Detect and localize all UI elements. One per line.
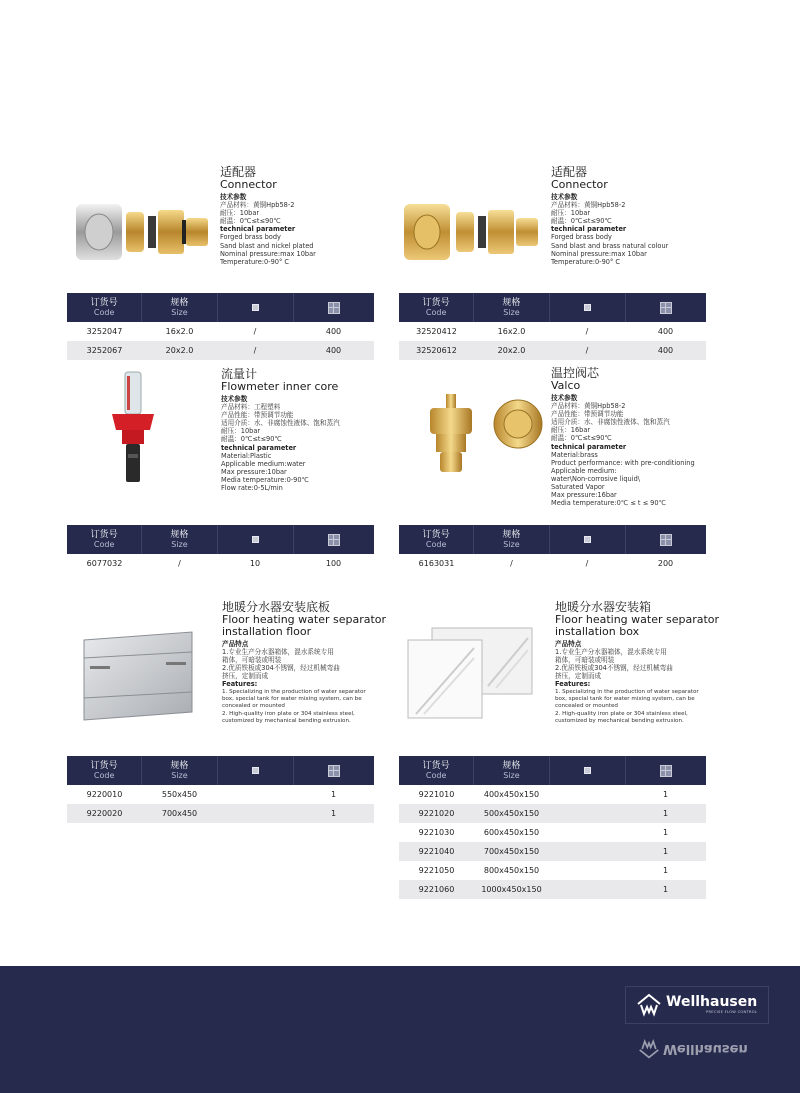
table-row — [67, 554, 374, 573]
table-cell: 6077032 — [86, 559, 123, 568]
table-cell: 9221060 — [418, 885, 455, 894]
table-cell: 1 — [330, 809, 337, 818]
spec-en: Forged brass body Sand blast and brass natural colour Nominal pressure:max 10bar Temperature:0-90° C — [551, 233, 669, 266]
connector-brass-image — [402, 198, 542, 268]
table-cell: 9220020 — [86, 809, 123, 818]
table-cell: / — [585, 327, 589, 336]
installation-floor-image — [80, 628, 196, 724]
spec-table — [399, 525, 706, 573]
col-code-en: Code — [93, 771, 115, 780]
grid-icon — [660, 534, 672, 546]
col-code-cn: 订货号 — [90, 761, 118, 771]
small-square-icon — [252, 767, 259, 774]
small-square-icon — [584, 304, 591, 311]
spec-cn-heading: 技术参数 — [220, 193, 247, 201]
product-title-cn: 适配器 — [551, 165, 588, 179]
col-size-cn: 规格 — [502, 298, 521, 308]
table-cell: 32520412 — [416, 327, 457, 336]
table-cell: 1 — [662, 790, 669, 799]
spec-table — [399, 293, 706, 360]
grid-icon — [328, 302, 340, 314]
spec-en: Forged brass body Sand blast and nickel plated Nominal pressure:max 10bar Temperature:0-90° C — [220, 233, 316, 266]
table-cell — [217, 804, 293, 823]
col-code-cn: 订货号 — [422, 761, 450, 771]
table-header — [399, 525, 706, 554]
table-cell: 3252047 — [86, 327, 123, 336]
table-cell: 16x2.0 — [497, 327, 526, 336]
spec-table — [399, 756, 706, 899]
small-square-icon — [252, 304, 259, 311]
product-title-en: Floor heating water separator installation box — [555, 613, 720, 638]
col-code-en: Code — [425, 771, 447, 780]
small-square-icon — [252, 536, 259, 543]
brand-name: Wellhausen — [666, 994, 758, 1010]
col-size-cn: 规格 — [170, 761, 189, 771]
grid-icon — [660, 302, 672, 314]
table-cell: 1 — [662, 866, 669, 875]
table-cell: / — [585, 559, 589, 568]
col-code-en: Code — [425, 308, 447, 317]
product-title-cn: 温控阀芯 — [551, 366, 600, 380]
table-cell: 9220010 — [86, 790, 123, 799]
table-cell: / — [253, 327, 257, 336]
features-cn-heading: 产品特点 — [555, 640, 582, 648]
footer-band — [0, 966, 800, 1093]
table-row — [399, 341, 706, 360]
table-cell: 400 — [657, 346, 674, 355]
table-cell: 1000x450x150 — [481, 885, 542, 894]
table-cell: 1 — [662, 847, 669, 856]
spec-cn: 产品材料：黄铜Hpb58-2 耐压：10bar 耐温：0℃≤t≤90℃ — [220, 201, 295, 226]
table-cell — [549, 823, 625, 842]
features-en: 1. Specializing in the production of water separator box, special tank for water mixing system, can be concealed or mounted 2. High-quality iron plate or 304 stainless steel, customized by mechanical bending extrusion. — [222, 688, 366, 725]
brand-name-reflection: Wellhausen — [663, 1041, 748, 1057]
product-title-cn: 地暖分水器安装底板 — [222, 600, 331, 614]
spec-en-heading: technical parameter — [551, 442, 627, 451]
table-header — [399, 293, 706, 322]
col-size-en: Size — [171, 540, 188, 549]
table-cell — [549, 861, 625, 880]
col-size-en: Size — [171, 308, 188, 317]
table-cell: 20x2.0 — [497, 346, 526, 355]
product-title-en: Valco — [551, 379, 581, 392]
table-row — [399, 322, 706, 341]
table-cell: 800x450x150 — [483, 866, 540, 875]
product-title-en: Floor heating water separator installation floor — [222, 613, 387, 638]
table-cell: 400 — [325, 346, 342, 355]
table-cell: 700x450x150 — [483, 847, 540, 856]
col-code-cn: 订货号 — [90, 530, 118, 540]
features-en: 1. Specializing in the production of water separator box, special tank for water mixing system, can be concealed or mounted 2. High-quality iron plate or 304 stainless steel, customized by mechanical bending extrusion. — [555, 688, 699, 725]
table-header — [67, 525, 374, 554]
spec-cn-heading: 技术参数 — [551, 394, 578, 402]
table-cell: 1 — [662, 828, 669, 837]
table-cell: 9221020 — [418, 809, 455, 818]
product-title-cn: 流量计 — [221, 367, 258, 381]
col-code-en: Code — [93, 308, 115, 317]
col-size-cn: 规格 — [502, 530, 521, 540]
grid-icon — [660, 765, 672, 777]
table-cell: 500x450x150 — [483, 809, 540, 818]
col-size-en: Size — [503, 771, 520, 780]
spec-table — [67, 756, 374, 823]
features-en-heading: Features: — [555, 680, 591, 689]
spec-cn: 产品材料：黄铜Hpb58-2 耐压：10bar 耐温：0℃≤t≤90℃ — [551, 201, 626, 226]
grid-icon — [328, 534, 340, 546]
spec-cn: 产品材料：工程塑料 产品性能：带预调节功能 适用介质：水、非腐蚀性液体、饱和蒸汽 耐压：10bar 耐温：0℃≤t≤90℃ — [221, 403, 340, 444]
spec-cn: 产品材料：黄铜Hpb58-2 产品性能：带预调节功能 适用介质：水、非腐蚀性液体、饱和蒸汽 耐压：16bar 耐温：0℃≤t≤90℃ — [551, 402, 670, 443]
col-code-cn: 订货号 — [422, 298, 450, 308]
product-title-en: Connector — [551, 178, 608, 191]
brand-logo — [625, 986, 769, 1024]
product-title-en: Connector — [220, 178, 277, 191]
house-w-icon — [638, 1038, 660, 1060]
spec-en: Material:brass Product performance: with pre-conditioning Applicable medium: water\Non-corrosive liquid\ Saturated Vapor Max pressure:16bar Media temperature:0℃ ≤ t ≤ 90℃ — [551, 450, 695, 508]
product-title-cn: 地暖分水器安装箱 — [555, 600, 652, 614]
table-row — [67, 322, 374, 341]
grid-icon — [328, 765, 340, 777]
col-size-en: Size — [503, 308, 520, 317]
table-cell: 1 — [330, 790, 337, 799]
table-row — [67, 785, 374, 804]
table-cell: 9221040 — [418, 847, 455, 856]
table-cell — [549, 880, 625, 899]
spec-table — [67, 293, 374, 360]
table-row — [399, 554, 706, 573]
table-cell: 400x450x150 — [483, 790, 540, 799]
table-header — [399, 756, 706, 785]
installation-box-image — [404, 626, 536, 720]
table-row — [67, 341, 374, 360]
table-cell — [217, 785, 293, 804]
spec-en-heading: technical parameter — [551, 225, 627, 234]
house-w-icon — [636, 992, 662, 1018]
product-title-en: Flowmeter inner core — [221, 380, 339, 393]
small-square-icon — [584, 536, 591, 543]
table-header — [67, 756, 374, 785]
table-cell: 9221010 — [418, 790, 455, 799]
spec-en-heading: technical parameter — [220, 225, 296, 234]
table-cell: / — [178, 559, 181, 568]
table-cell: / — [253, 346, 257, 355]
features-cn: 1.专业生产分水器箱体，混水系统专用 箱体，可暗装或明装 2.优质铁板或304不锈钢，经过机械弯曲 挤压，定制而成 — [555, 648, 673, 681]
table-row — [399, 861, 706, 880]
table-cell: / — [585, 346, 589, 355]
col-code-en: Code — [425, 540, 447, 549]
table-cell: / — [510, 559, 513, 568]
small-square-icon — [584, 767, 591, 774]
table-cell — [549, 842, 625, 861]
spec-en-heading: technical parameter — [221, 443, 297, 452]
table-cell: 400 — [657, 327, 674, 336]
table-cell: 20x2.0 — [165, 346, 194, 355]
table-cell — [549, 804, 625, 823]
table-row — [399, 842, 706, 861]
features-cn: 1.专业生产分水器箱体，混水系统专用 箱体，可暗装或明装 2.优质铁板或304不锈钢，经过机械弯曲 挤压，定制而成 — [222, 648, 340, 681]
col-code-cn: 订货号 — [422, 530, 450, 540]
table-cell: 700x450 — [161, 809, 198, 818]
table-cell: 600x450x150 — [483, 828, 540, 837]
features-cn-heading: 产品特点 — [222, 640, 249, 648]
product-title-cn: 适配器 — [220, 165, 257, 179]
col-size-cn: 规格 — [502, 761, 521, 771]
brand-tagline: PRECISE FLOW CONTROL — [706, 1010, 758, 1014]
table-cell — [549, 785, 625, 804]
brand-logo-reflection — [638, 1038, 768, 1060]
table-cell: 10 — [249, 559, 261, 568]
table-cell: 9221050 — [418, 866, 455, 875]
table-cell: 200 — [657, 559, 674, 568]
table-row — [399, 804, 706, 823]
col-code-cn: 订货号 — [90, 298, 118, 308]
table-row — [399, 785, 706, 804]
table-row — [399, 880, 706, 899]
spec-cn-heading: 技术参数 — [551, 193, 578, 201]
table-cell: 16x2.0 — [165, 327, 194, 336]
table-cell: 1 — [662, 809, 669, 818]
table-cell: 100 — [325, 559, 342, 568]
spec-table — [67, 525, 374, 573]
table-cell: 32520612 — [416, 346, 457, 355]
table-cell: 1 — [662, 885, 669, 894]
flowmeter-image — [108, 370, 158, 485]
table-cell: 550x450 — [161, 790, 198, 799]
table-cell: 6163031 — [418, 559, 455, 568]
connector-nickel-image — [74, 198, 214, 268]
table-cell: 400 — [325, 327, 342, 336]
valve-core-image — [420, 390, 550, 480]
col-size-en: Size — [171, 771, 188, 780]
col-size-cn: 规格 — [170, 530, 189, 540]
table-cell: 9221030 — [418, 828, 455, 837]
table-row — [67, 804, 374, 823]
features-en-heading: Features: — [222, 680, 258, 689]
table-cell: 3252067 — [86, 346, 123, 355]
col-code-en: Code — [93, 540, 115, 549]
table-row — [399, 823, 706, 842]
table-header — [67, 293, 374, 322]
spec-cn-heading: 技术参数 — [221, 395, 248, 403]
col-size-cn: 规格 — [170, 298, 189, 308]
col-size-en: Size — [503, 540, 520, 549]
spec-en: Material:Plastic Applicable medium:water Max pressure:10bar Media temperature:0-90℃ Flow rate:0-5L/min — [221, 451, 309, 493]
